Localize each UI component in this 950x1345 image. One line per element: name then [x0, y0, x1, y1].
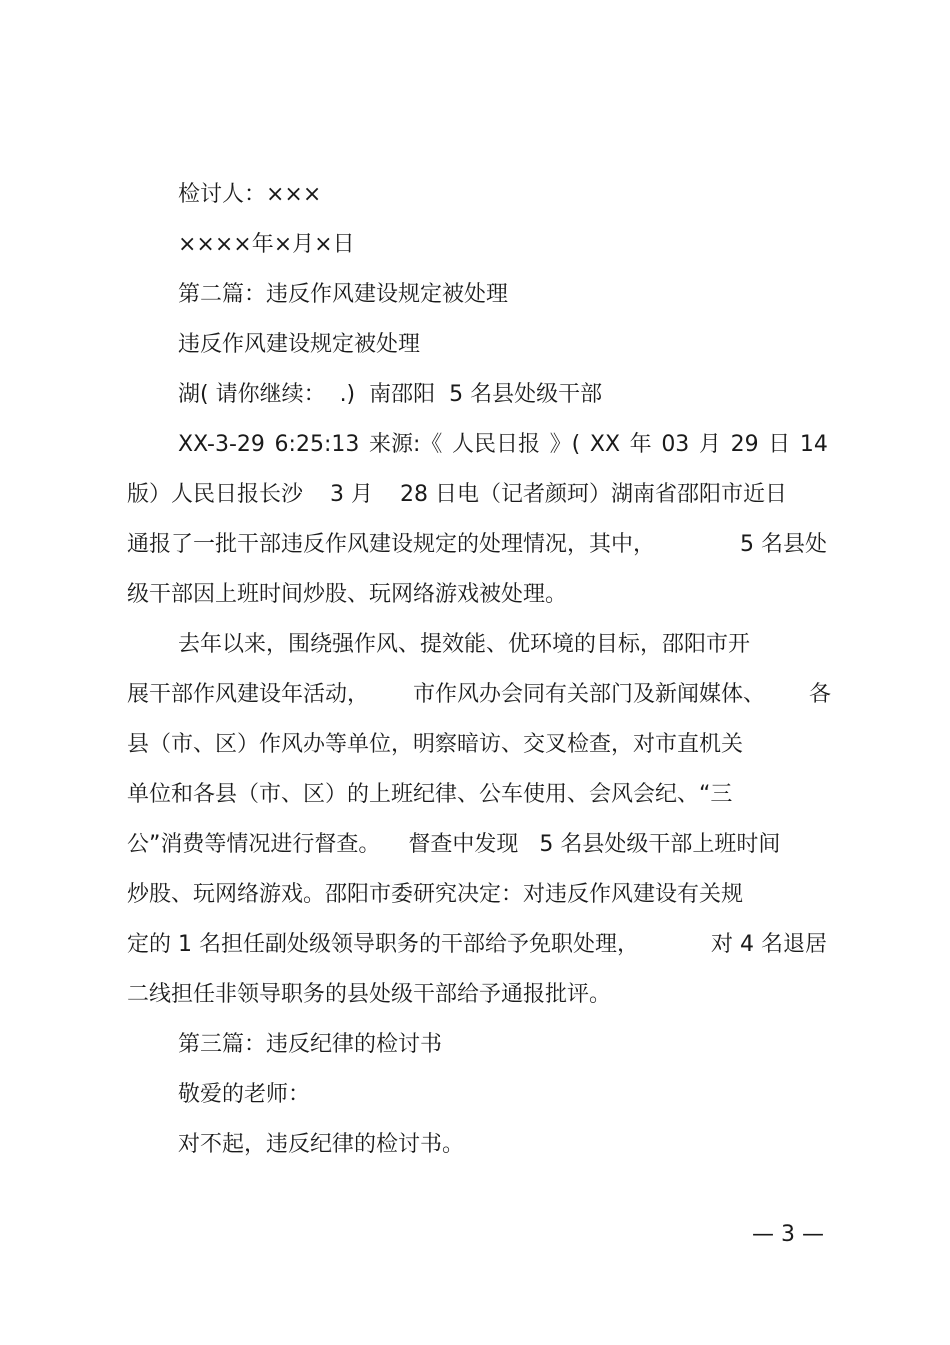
text-run: 6:25:13: [274, 432, 360, 457]
article-paragraph-line: 单位和各县（市、区）的上班纪律、公车使用、会风会纪、“三: [127, 782, 733, 807]
text-run: 年: [629, 432, 652, 457]
text-run: 来源:《: [368, 432, 443, 457]
article-title: 违反作风建设规定被处理: [178, 332, 421, 357]
text-run: 3 月: [330, 482, 373, 507]
text-run: 各: [808, 682, 831, 707]
page-number: — 3 —: [752, 1222, 824, 1247]
text-run: 通报了一批干部违反作风建设规定的处理情况，其中，: [127, 532, 656, 557]
text-run: 展干部作风建设年活动，: [127, 682, 370, 707]
reviewer-signature: 检讨人：×××: [178, 182, 322, 207]
signature-date: ××××年×月×日: [178, 232, 355, 257]
article-paragraph-line: 公”消费等情况进行督查。 督查中发现 5 名县处级干部上班时间: [127, 832, 781, 857]
article-paragraph-line: [127, 930, 827, 960]
letter-opening: 对不起，违反纪律的检讨书。: [178, 1132, 465, 1157]
text-run: XX: [589, 432, 621, 457]
article-subtitle: 湖( 请你继续： .) 南邵阳 5 名县处级干部: [178, 382, 603, 407]
article-paragraph-line: 级干部因上班时间炒股、玩网络游戏被处理。: [127, 582, 568, 607]
text-run: 03: [661, 432, 690, 457]
article-paragraph-line: 县（市、区）作风办等单位，明察暗访、交叉检查，对市直机关: [127, 732, 744, 757]
section3-heading: 第三篇：违反纪律的检讨书: [178, 1032, 443, 1057]
text-run: 版）人民日报长沙: [127, 482, 304, 507]
letter-salutation: 敬爱的老师：: [178, 1082, 311, 1107]
article-paragraph-line: 去年以来，围绕强作风、提效能、优环境的目标，邵阳市开: [178, 632, 751, 657]
text-run: 14: [799, 432, 828, 457]
article-paragraph-line: [127, 680, 831, 710]
section2-heading: 第二篇：违反作风建设规定被处理: [178, 282, 509, 307]
text-run: 定的 1 名担任副处级领导职务的干部给予免职处理，: [127, 932, 639, 957]
text-run: 人民日报: [452, 432, 541, 457]
text-run: 5 名县处: [740, 532, 827, 557]
text-run: XX-3-29: [178, 432, 265, 457]
article-paragraph-line: [178, 430, 828, 460]
article-paragraph-line: [127, 530, 827, 560]
text-run: 日: [768, 432, 791, 457]
text-run: 28 日电（记者颜珂）湖南省邵阳市近日: [399, 482, 787, 507]
article-paragraph-line: 炒股、玩网络游戏。邵阳市委研究决定：对违反作风建设有关规: [127, 882, 744, 907]
article-paragraph-line: [127, 480, 787, 510]
article-paragraph-line: 二线担任非领导职务的县处级干部给予通报批评。: [127, 982, 612, 1007]
text-run: 29: [730, 432, 759, 457]
text-run: 对 4 名退居: [711, 932, 827, 957]
text-run: 》(: [549, 432, 581, 457]
text-run: 月: [698, 432, 721, 457]
text-run: 市作风办会同有关部门及新闻媒体、: [412, 682, 765, 707]
